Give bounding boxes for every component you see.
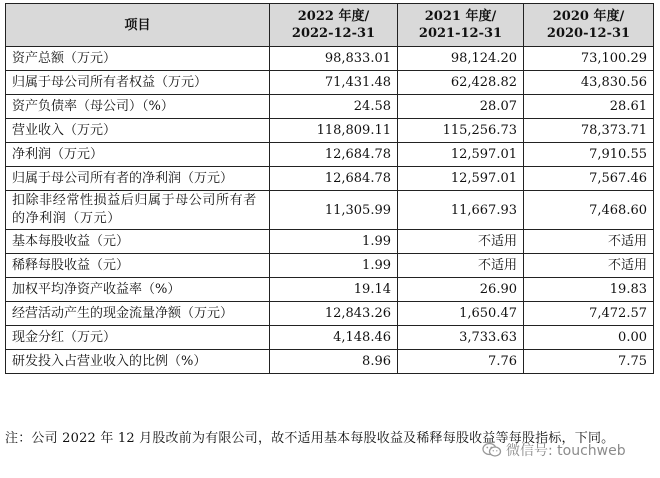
header-year-1 xyxy=(270,4,398,47)
header-year-3 xyxy=(524,4,654,47)
table-header xyxy=(6,4,654,47)
row-value: 不适用 xyxy=(398,254,524,278)
row-value: 11,305.99 xyxy=(270,191,398,230)
row-label: 资产负债率（母公司）（%） xyxy=(6,95,270,119)
row-value: 78,373.71 xyxy=(524,119,654,143)
table-row xyxy=(6,302,654,326)
header-item xyxy=(6,4,270,47)
wechat-icon xyxy=(482,442,502,458)
row-label: 归属于母公司所有者的净利润（万元） xyxy=(6,167,270,191)
row-label: 归属于母公司所有者权益（万元） xyxy=(6,71,270,95)
row-value: 12,684.78 xyxy=(270,167,398,191)
row-label: 净利润（万元） xyxy=(6,143,270,167)
row-value: 19.83 xyxy=(524,278,654,302)
header-line: 2021 年度/ xyxy=(424,9,497,24)
row-value: 71,431.48 xyxy=(270,71,398,95)
row-value: 98,124.20 xyxy=(398,47,524,71)
row-label: 基本每股收益（元） xyxy=(6,230,270,254)
row-value: 12,843.26 xyxy=(270,302,398,326)
table-row xyxy=(6,143,654,167)
row-value: 7.75 xyxy=(524,350,654,374)
row-label: 加权平均净资产收益率（%） xyxy=(6,278,270,302)
table-row xyxy=(6,119,654,143)
watermark-text: 微信号: touchweb xyxy=(506,443,626,459)
row-value: 8.96 xyxy=(270,350,398,374)
row-value: 7,567.46 xyxy=(524,167,654,191)
header-line: 2022-12-31 xyxy=(291,26,376,41)
row-value: 12,597.01 xyxy=(398,143,524,167)
row-value: 73,100.29 xyxy=(524,47,654,71)
header-line: 2021-12-31 xyxy=(418,26,503,41)
row-value: 43,830.56 xyxy=(524,71,654,95)
row-value: 1,650.47 xyxy=(398,302,524,326)
header-line: 2020-12-31 xyxy=(546,26,631,41)
row-value: 12,684.78 xyxy=(270,143,398,167)
row-value: 不适用 xyxy=(524,254,654,278)
row-value: 7,468.60 xyxy=(524,191,654,230)
watermark xyxy=(482,440,626,460)
table-row xyxy=(6,47,654,71)
row-value: 7.76 xyxy=(398,350,524,374)
row-value: 4,148.46 xyxy=(270,326,398,350)
row-value: 98,833.01 xyxy=(270,47,398,71)
header-year-2 xyxy=(398,4,524,47)
row-label: 扣除非经常性损益后归属于母公司所有者的净利润（万元） xyxy=(6,191,270,230)
row-value: 0.00 xyxy=(524,326,654,350)
table-row xyxy=(6,230,654,254)
row-value: 7,472.57 xyxy=(524,302,654,326)
row-value: 不适用 xyxy=(524,230,654,254)
row-label: 经营活动产生的现金流量净额（万元） xyxy=(6,302,270,326)
row-value: 1.99 xyxy=(270,230,398,254)
row-value: 28.61 xyxy=(524,95,654,119)
row-label: 稀释每股收益（元） xyxy=(6,254,270,278)
row-value: 62,428.82 xyxy=(398,71,524,95)
row-label: 现金分红（万元） xyxy=(6,326,270,350)
table-body xyxy=(6,47,654,374)
table-row xyxy=(6,71,654,95)
row-value: 28.07 xyxy=(398,95,524,119)
row-value: 12,597.01 xyxy=(398,167,524,191)
row-value: 115,256.73 xyxy=(398,119,524,143)
table-row xyxy=(6,350,654,374)
table-note: 注：公司 2022 年 12 月股改前为有限公司，故不适用基本每股收益及稀释每股收益等每股指标，下同。 xyxy=(5,431,615,446)
table-row xyxy=(6,191,654,230)
table-row xyxy=(6,326,654,350)
table-row xyxy=(6,95,654,119)
row-label: 营业收入（万元） xyxy=(6,119,270,143)
row-value: 118,809.11 xyxy=(270,119,398,143)
header-line: 2022 年度/ xyxy=(297,9,370,24)
header-row xyxy=(6,4,654,47)
row-value: 24.58 xyxy=(270,95,398,119)
header-line: 2020 年度/ xyxy=(552,9,625,24)
row-value: 26.90 xyxy=(398,278,524,302)
row-value: 11,667.93 xyxy=(398,191,524,230)
header-line: 项目 xyxy=(124,17,151,33)
row-value: 3,733.63 xyxy=(398,326,524,350)
row-label: 资产总额（万元） xyxy=(6,47,270,71)
financial-table xyxy=(5,3,654,374)
table-row xyxy=(6,278,654,302)
table-row xyxy=(6,254,654,278)
row-label: 研发投入占营业收入的比例（%） xyxy=(6,350,270,374)
row-value: 19.14 xyxy=(270,278,398,302)
table-row xyxy=(6,167,654,191)
row-value: 7,910.55 xyxy=(524,143,654,167)
row-value: 不适用 xyxy=(398,230,524,254)
row-value: 1.99 xyxy=(270,254,398,278)
